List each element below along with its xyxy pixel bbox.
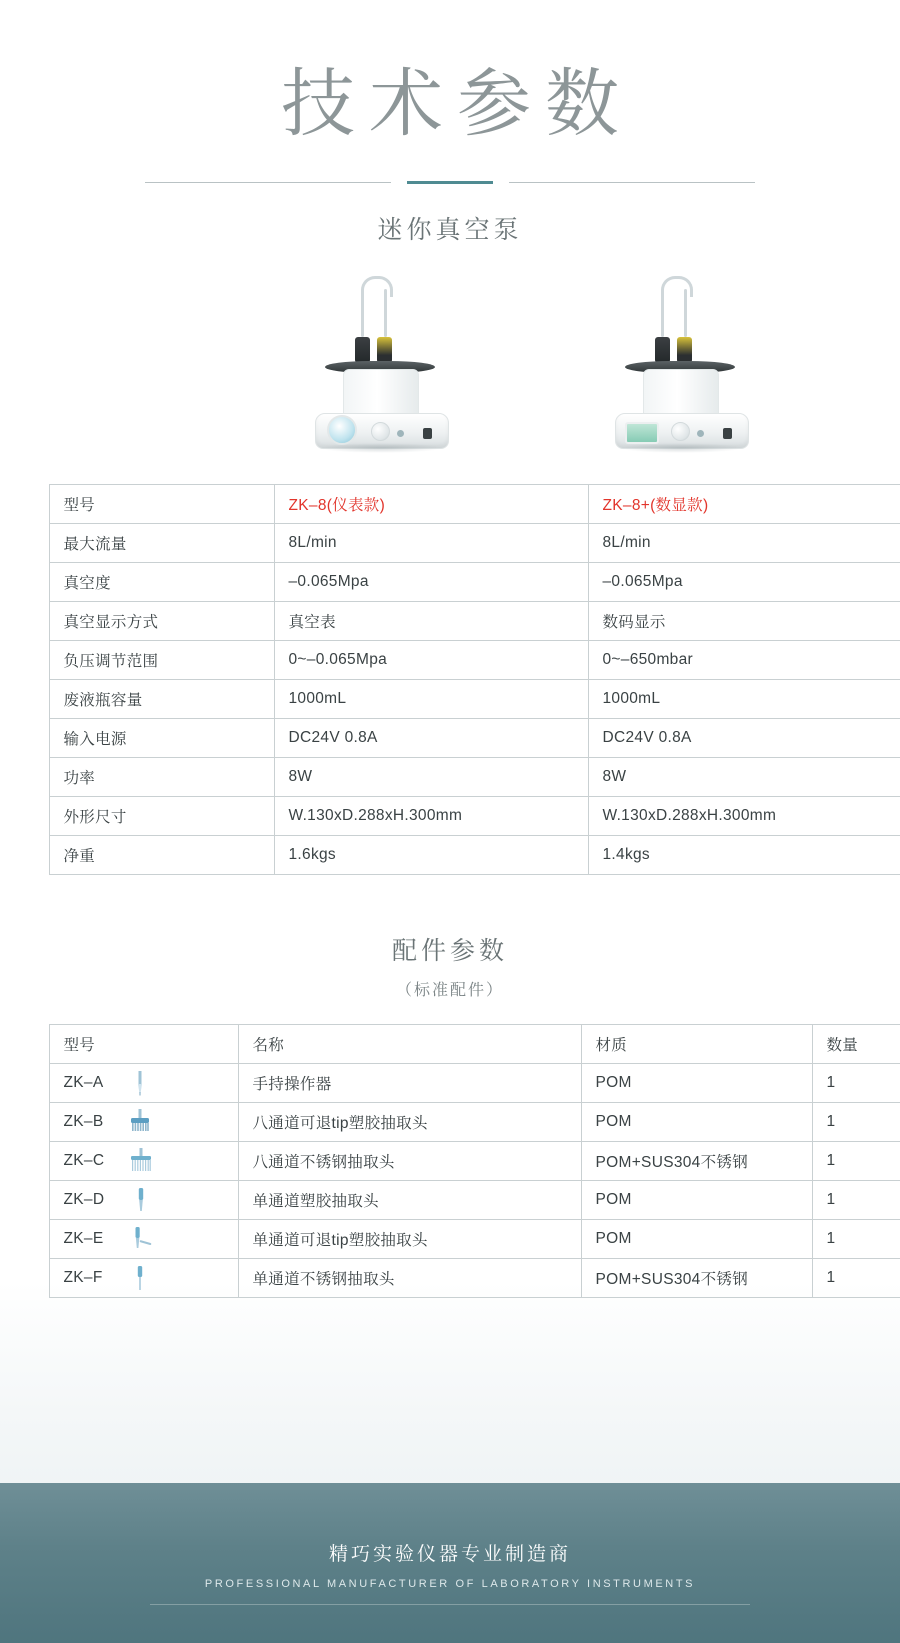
tubing-arc [661, 276, 693, 297]
table-row [49, 1142, 900, 1181]
page-footer [0, 1483, 900, 1643]
spec-value-zk8: 8L/min [274, 524, 588, 563]
hero-section [0, 0, 900, 246]
table-header-row [49, 1025, 900, 1064]
accessory-model-cell [49, 1220, 238, 1259]
tubing-right [684, 289, 687, 337]
accessory-model-cell [49, 1181, 238, 1220]
accessory-model: ZK–D [63, 1191, 105, 1209]
accessory-model: ZK–B [63, 1113, 104, 1131]
spec-value-zk8plus: 8W [588, 758, 900, 797]
table-row [49, 758, 900, 797]
spec-value-zk8plus: ZK–8+(数显款) [588, 485, 900, 524]
single-tip-icon [125, 1224, 155, 1254]
eight-channel-steel-icon [126, 1146, 156, 1176]
spec-value-zk8: 8W [274, 758, 588, 797]
tubing-left [661, 289, 664, 337]
accessory-material: POM+SUS304不锈钢 [581, 1259, 812, 1298]
reagent-bottle-1 [655, 337, 670, 363]
accessory-model-cell [49, 1142, 238, 1181]
spec-value-zk8plus: DC24V 0.8A [588, 719, 900, 758]
accessory-table [49, 1024, 900, 1298]
accessory-subtitle: （标准配件） [395, 982, 504, 1000]
control-knob [371, 422, 390, 441]
accessory-name: 单通道塑胶抽取头 [238, 1181, 581, 1220]
power-port [723, 428, 732, 439]
spec-label: 真空度 [49, 563, 274, 602]
spec-label: 外形尺寸 [49, 797, 274, 836]
title-divider [145, 181, 755, 184]
spec-label: 净重 [49, 836, 274, 875]
spec-value-zk8plus: 数码显示 [588, 602, 900, 641]
vacuum-gauge-icon [327, 415, 357, 445]
accessory-name: 单通道不锈钢抽取头 [238, 1259, 581, 1298]
accessory-model-cell [49, 1103, 238, 1142]
spec-value-zk8plus: 1000mL [588, 680, 900, 719]
accessory-name: 八通道不锈钢抽取头 [238, 1142, 581, 1181]
header-name: 名称 [238, 1025, 581, 1064]
spec-table [49, 484, 900, 875]
footer-rule [150, 1604, 750, 1605]
header-model: 型号 [49, 1025, 238, 1064]
spec-value-zk8plus: 1.4kgs [588, 836, 900, 875]
spec-label: 废液瓶容量 [49, 680, 274, 719]
accessory-model: ZK–E [63, 1230, 104, 1248]
table-row [49, 602, 900, 641]
footer-slogan-en: PROFESSIONAL MANUFACTURER OF LABORATORY INSTRUMENTS [204, 1578, 696, 1590]
table-row [49, 641, 900, 680]
accessory-qty: 1 [812, 1064, 900, 1103]
accessory-qty: 1 [812, 1142, 900, 1181]
accessory-title: 配件参数 [391, 937, 508, 966]
product-image-zk8plus [585, 282, 775, 457]
single-plastic-icon [126, 1185, 156, 1215]
spec-table-wrap [49, 484, 852, 875]
spec-label: 最大流量 [49, 524, 274, 563]
spec-label: 型号 [49, 485, 274, 524]
spec-value-zk8plus: 8L/min [588, 524, 900, 563]
spec-value-zk8plus: W.130xD.288xH.300mm [588, 797, 900, 836]
accessory-qty: 1 [812, 1181, 900, 1220]
accessory-material: POM [581, 1220, 812, 1259]
spec-label: 负压调节范围 [49, 641, 274, 680]
accessory-material: POM [581, 1103, 812, 1142]
spec-value-zk8plus: –0.065Mpa [588, 563, 900, 602]
accessory-model: ZK–C [63, 1152, 105, 1170]
accessory-model-cell [49, 1259, 238, 1298]
power-port [423, 428, 432, 439]
accessory-material: POM [581, 1064, 812, 1103]
product-shadow [619, 443, 743, 453]
spec-value-zk8plus: 0~–650mbar [588, 641, 900, 680]
footer-slogan-cn: 精巧实验仪器专业制造商 [328, 1544, 571, 1565]
accessory-model-cell [49, 1064, 238, 1103]
accessory-model: ZK–F [63, 1269, 103, 1287]
accessory-qty: 1 [812, 1259, 900, 1298]
page-subtitle: 迷你真空泵 [377, 216, 523, 245]
tubing-arc [361, 276, 393, 297]
reagent-bottle-2 [677, 337, 692, 363]
control-knob [671, 422, 690, 441]
spec-value-zk8: 0~–0.065Mpa [274, 641, 588, 680]
table-row [49, 1181, 900, 1220]
accessory-name: 手持操作器 [238, 1064, 581, 1103]
table-row [49, 1103, 900, 1142]
divider-accent [407, 181, 493, 184]
product-image-row [0, 282, 900, 462]
accessory-model: ZK–A [63, 1074, 104, 1092]
page-title: 技术参数 [281, 61, 633, 147]
accessory-qty: 1 [812, 1220, 900, 1259]
table-row [49, 524, 900, 563]
table-row [49, 563, 900, 602]
spec-value-zk8: 1000mL [274, 680, 588, 719]
accessory-name: 单通道可退tip塑胶抽取头 [238, 1220, 581, 1259]
table-row [49, 1220, 900, 1259]
table-row [49, 836, 900, 875]
table-row [49, 797, 900, 836]
reagent-bottle-2 [377, 337, 392, 363]
divider-line-left [145, 182, 391, 183]
table-row [49, 485, 900, 524]
spec-value-zk8: ZK–8(仪表款) [274, 485, 588, 524]
single-steel-icon [125, 1263, 155, 1293]
eight-channel-tip-icon [125, 1107, 155, 1137]
spec-value-zk8: DC24V 0.8A [274, 719, 588, 758]
spec-value-zk8: –0.065Mpa [274, 563, 588, 602]
accessory-qty: 1 [812, 1103, 900, 1142]
accessory-header [0, 931, 900, 1000]
accessory-material: POM [581, 1181, 812, 1220]
header-material: 材质 [581, 1025, 812, 1064]
header-qty: 数量 [812, 1025, 900, 1064]
product-shadow [319, 443, 443, 453]
table-row [49, 680, 900, 719]
tubing-right [384, 289, 387, 337]
reagent-bottle-1 [355, 337, 370, 363]
divider-line-right [509, 182, 755, 183]
accessory-name: 八通道可退tip塑胶抽取头 [238, 1103, 581, 1142]
spec-value-zk8: 1.6kgs [274, 836, 588, 875]
spec-label: 真空显示方式 [49, 602, 274, 641]
single-probe-icon [125, 1068, 155, 1098]
digital-display-icon [625, 422, 659, 444]
tubing-left [361, 289, 364, 337]
spec-value-zk8: 真空表 [274, 602, 588, 641]
accessory-table-wrap [49, 1024, 859, 1298]
spec-label: 输入电源 [49, 719, 274, 758]
table-row [49, 1259, 900, 1298]
spec-label: 功率 [49, 758, 274, 797]
table-row [49, 1064, 900, 1103]
table-row [49, 719, 900, 758]
accessory-material: POM+SUS304不锈钢 [581, 1142, 812, 1181]
spec-value-zk8: W.130xD.288xH.300mm [274, 797, 588, 836]
product-image-zk8 [285, 282, 475, 457]
